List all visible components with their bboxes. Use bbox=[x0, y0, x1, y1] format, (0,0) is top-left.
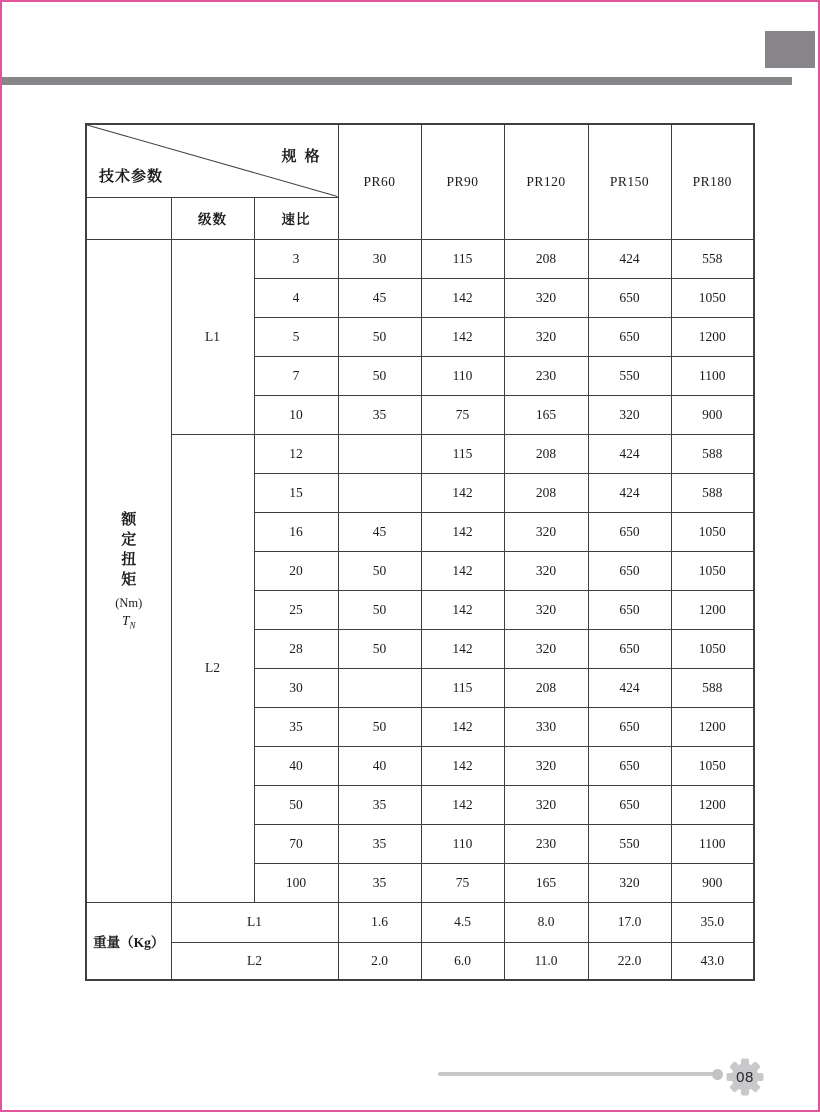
value-cell: 320 bbox=[504, 785, 588, 824]
subheader-stage: 级数 bbox=[171, 197, 254, 239]
ratio-cell: 15 bbox=[254, 473, 338, 512]
value-cell: 35 bbox=[338, 824, 421, 863]
value-cell: 320 bbox=[588, 863, 671, 902]
ratio-cell: 40 bbox=[254, 746, 338, 785]
value-cell: 208 bbox=[504, 239, 588, 278]
value-cell: 1050 bbox=[671, 512, 754, 551]
value-cell: 115 bbox=[421, 239, 504, 278]
value-cell: 320 bbox=[504, 317, 588, 356]
value-cell: 75 bbox=[421, 863, 504, 902]
value-cell: 142 bbox=[421, 512, 504, 551]
weight-value: 17.0 bbox=[588, 902, 671, 942]
value-cell: 650 bbox=[588, 590, 671, 629]
ratio-cell: 50 bbox=[254, 785, 338, 824]
value-cell: 650 bbox=[588, 629, 671, 668]
value-cell bbox=[338, 473, 421, 512]
value-cell: 558 bbox=[671, 239, 754, 278]
value-cell: 50 bbox=[338, 551, 421, 590]
value-cell: 1200 bbox=[671, 785, 754, 824]
value-cell: 50 bbox=[338, 356, 421, 395]
value-cell: 142 bbox=[421, 746, 504, 785]
value-cell: 320 bbox=[504, 746, 588, 785]
ratio-cell: 4 bbox=[254, 278, 338, 317]
value-cell: 115 bbox=[421, 668, 504, 707]
value-cell: 45 bbox=[338, 512, 421, 551]
value-cell: 142 bbox=[421, 551, 504, 590]
weight-value: 1.6 bbox=[338, 902, 421, 942]
value-cell: 142 bbox=[421, 707, 504, 746]
ratio-cell: 20 bbox=[254, 551, 338, 590]
value-cell: 1200 bbox=[671, 590, 754, 629]
value-cell: 50 bbox=[338, 590, 421, 629]
value-cell: 142 bbox=[421, 278, 504, 317]
value-cell: 110 bbox=[421, 356, 504, 395]
value-cell: 588 bbox=[671, 668, 754, 707]
col-header-pr90: PR90 bbox=[421, 124, 504, 239]
torque-symbol: $T_N$ bbox=[121, 613, 136, 631]
value-cell: 424 bbox=[588, 239, 671, 278]
value-cell: 650 bbox=[588, 512, 671, 551]
ratio-cell: 35 bbox=[254, 707, 338, 746]
value-cell: 900 bbox=[671, 863, 754, 902]
col-header-pr120: PR120 bbox=[504, 124, 588, 239]
value-cell: 550 bbox=[588, 356, 671, 395]
col-header-pr180: PR180 bbox=[671, 124, 754, 239]
value-cell: 230 bbox=[504, 356, 588, 395]
header-rule bbox=[2, 77, 792, 85]
weight-value: 4.5 bbox=[421, 902, 504, 942]
value-cell: 588 bbox=[671, 473, 754, 512]
page-number: 08 bbox=[736, 1068, 754, 1086]
value-cell: 208 bbox=[504, 473, 588, 512]
value-cell: 330 bbox=[504, 707, 588, 746]
footer-rule bbox=[438, 1072, 720, 1076]
value-cell: 208 bbox=[504, 668, 588, 707]
value-cell: 650 bbox=[588, 551, 671, 590]
value-cell: 142 bbox=[421, 785, 504, 824]
value-cell: 1200 bbox=[671, 317, 754, 356]
weight-value: 11.0 bbox=[504, 942, 588, 980]
ratio-cell: 3 bbox=[254, 239, 338, 278]
ratio-cell: 70 bbox=[254, 824, 338, 863]
value-cell: 50 bbox=[338, 707, 421, 746]
value-cell bbox=[338, 668, 421, 707]
value-cell: 320 bbox=[504, 629, 588, 668]
spec-table bbox=[85, 123, 755, 981]
weight-value: 2.0 bbox=[338, 942, 421, 980]
value-cell: 208 bbox=[504, 434, 588, 473]
ratio-cell: 5 bbox=[254, 317, 338, 356]
footer-rule-dot bbox=[712, 1069, 723, 1080]
value-cell: 650 bbox=[588, 746, 671, 785]
value-cell: 75 bbox=[421, 395, 504, 434]
weight-label: 重量（Kg） bbox=[86, 902, 171, 980]
stage-cell-l2: L2 bbox=[171, 434, 254, 902]
value-cell: 30 bbox=[338, 239, 421, 278]
value-cell: 165 bbox=[504, 863, 588, 902]
value-cell: 1100 bbox=[671, 356, 754, 395]
value-cell: 650 bbox=[588, 785, 671, 824]
value-cell: 230 bbox=[504, 824, 588, 863]
value-cell: 1050 bbox=[671, 629, 754, 668]
value-cell: 45 bbox=[338, 278, 421, 317]
value-cell: 1050 bbox=[671, 278, 754, 317]
empty-subheader-cell bbox=[86, 197, 171, 239]
value-cell: 1200 bbox=[671, 707, 754, 746]
corner-header-cell bbox=[86, 124, 338, 197]
weight-stage-l1: L1 bbox=[171, 902, 338, 942]
weight-stage-l2: L2 bbox=[171, 942, 338, 980]
torque-unit: (Nm) bbox=[115, 596, 143, 611]
torque-label-vertical: 额定扭矩 bbox=[121, 511, 137, 589]
value-cell: 424 bbox=[588, 434, 671, 473]
ratio-cell: 28 bbox=[254, 629, 338, 668]
weight-value: 6.0 bbox=[421, 942, 504, 980]
value-cell: 900 bbox=[671, 395, 754, 434]
col-header-pr150: PR150 bbox=[588, 124, 671, 239]
value-cell: 142 bbox=[421, 590, 504, 629]
weight-value: 35.0 bbox=[671, 902, 754, 942]
ratio-cell: 100 bbox=[254, 863, 338, 902]
weight-value: 22.0 bbox=[588, 942, 671, 980]
value-cell: 650 bbox=[588, 278, 671, 317]
weight-value: 43.0 bbox=[671, 942, 754, 980]
value-cell: 35 bbox=[338, 395, 421, 434]
value-cell: 588 bbox=[671, 434, 754, 473]
page-number-badge bbox=[725, 1057, 765, 1097]
stage-cell-l1: L1 bbox=[171, 239, 254, 434]
value-cell: 165 bbox=[504, 395, 588, 434]
value-cell: 650 bbox=[588, 317, 671, 356]
value-cell: 142 bbox=[421, 629, 504, 668]
ratio-cell: 25 bbox=[254, 590, 338, 629]
torque-label-cell bbox=[86, 239, 171, 902]
value-cell: 320 bbox=[504, 512, 588, 551]
weight-value: 8.0 bbox=[504, 902, 588, 942]
value-cell: 320 bbox=[504, 278, 588, 317]
value-cell: 424 bbox=[588, 473, 671, 512]
value-cell: 424 bbox=[588, 668, 671, 707]
value-cell: 550 bbox=[588, 824, 671, 863]
value-cell: 50 bbox=[338, 317, 421, 356]
value-cell: 40 bbox=[338, 746, 421, 785]
value-cell bbox=[338, 434, 421, 473]
label-spec: 规格 bbox=[281, 148, 328, 165]
value-cell: 142 bbox=[421, 317, 504, 356]
value-cell: 35 bbox=[338, 785, 421, 824]
ratio-cell: 30 bbox=[254, 668, 338, 707]
value-cell: 320 bbox=[588, 395, 671, 434]
ratio-cell: 7 bbox=[254, 356, 338, 395]
value-cell: 650 bbox=[588, 707, 671, 746]
value-cell: 50 bbox=[338, 629, 421, 668]
subheader-ratio: 速比 bbox=[254, 197, 338, 239]
ratio-cell: 16 bbox=[254, 512, 338, 551]
top-right-decor-block bbox=[765, 31, 815, 68]
value-cell: 115 bbox=[421, 434, 504, 473]
col-header-pr60: PR60 bbox=[338, 124, 421, 239]
ratio-cell: 10 bbox=[254, 395, 338, 434]
value-cell: 110 bbox=[421, 824, 504, 863]
label-tech-params: 技术参数 bbox=[99, 167, 164, 185]
value-cell: 35 bbox=[338, 863, 421, 902]
value-cell: 1050 bbox=[671, 746, 754, 785]
value-cell: 1100 bbox=[671, 824, 754, 863]
value-cell: 142 bbox=[421, 473, 504, 512]
ratio-cell: 12 bbox=[254, 434, 338, 473]
value-cell: 320 bbox=[504, 551, 588, 590]
value-cell: 1050 bbox=[671, 551, 754, 590]
value-cell: 320 bbox=[504, 590, 588, 629]
